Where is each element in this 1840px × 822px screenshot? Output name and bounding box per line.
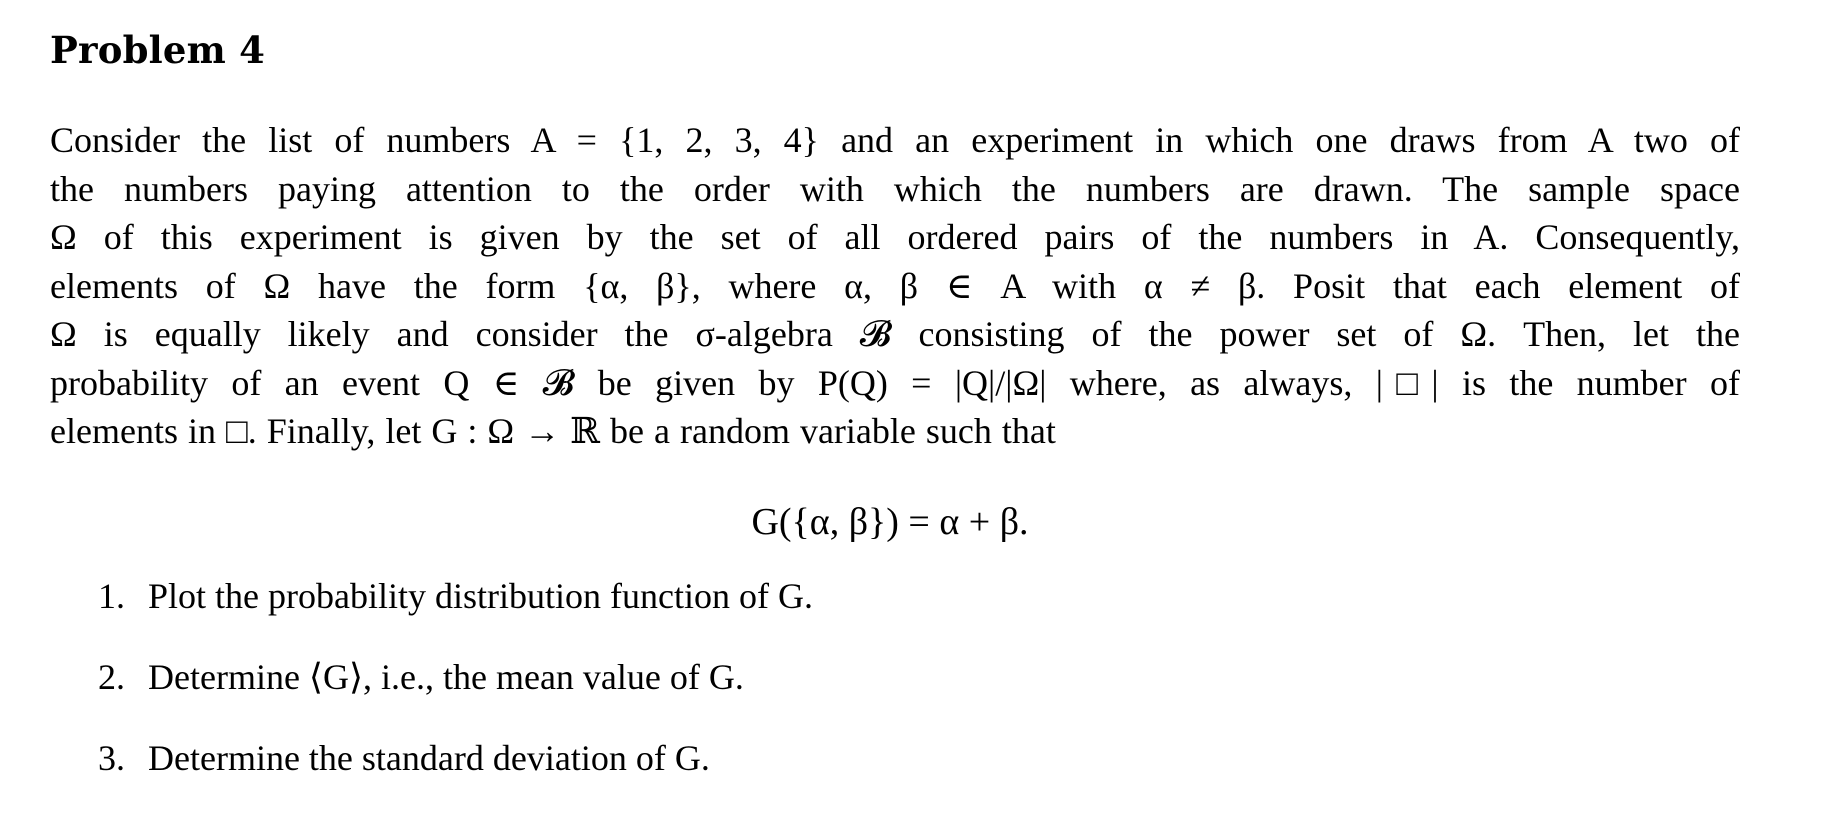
problem-title: Problem 4 — [50, 28, 266, 72]
statement-line-4: elements of Ω have the form {α, β}, where α, β ∈ A with α ≠ β. Posit that each element of — [50, 265, 1740, 306]
task-number: 1. — [98, 575, 125, 616]
problem-page — [50, 22, 1740, 815]
task-text: Determine ⟨G⟩, i.e., the mean value of G. — [148, 656, 744, 697]
statement-line-5: Ω is equally likely and consider the σ-algebra 𝓑 consisting of the power set of Ω. Then, let the — [50, 314, 1740, 354]
task-text: Determine the standard deviation of G. — [148, 737, 710, 778]
statement-line-7: elements in □. Finally, let G : Ω → ℝ be a random variable such that — [50, 411, 1056, 451]
statement-line-2: the numbers paying attention to the order with which the numbers are drawn. The sample space — [50, 168, 1740, 209]
statement-line-6: probability of an event Q ∈ 𝓑 be given by P(Q) = |Q|/|Ω| where, as always, |□| is the number of — [50, 362, 1740, 403]
task-number: 2. — [98, 656, 125, 697]
task-item — [98, 572, 1740, 620]
statement-line-3: Ω of this experiment is given by the set of all ordered pairs of the numbers in A. Consequently, — [50, 217, 1740, 257]
problem-statement — [50, 116, 1740, 456]
task-item — [98, 653, 1740, 701]
display-equation: G({α, β}) = α + β. — [751, 500, 1029, 543]
task-item — [98, 734, 1740, 782]
task-number: 3. — [98, 737, 125, 778]
task-list — [50, 572, 1740, 782]
task-text: Plot the probability distribution function of G. — [148, 575, 813, 616]
statement-line-1: Consider the list of numbers A = {1, 2, 3, 4} and an experiment in which one draws from A two of — [50, 120, 1740, 160]
